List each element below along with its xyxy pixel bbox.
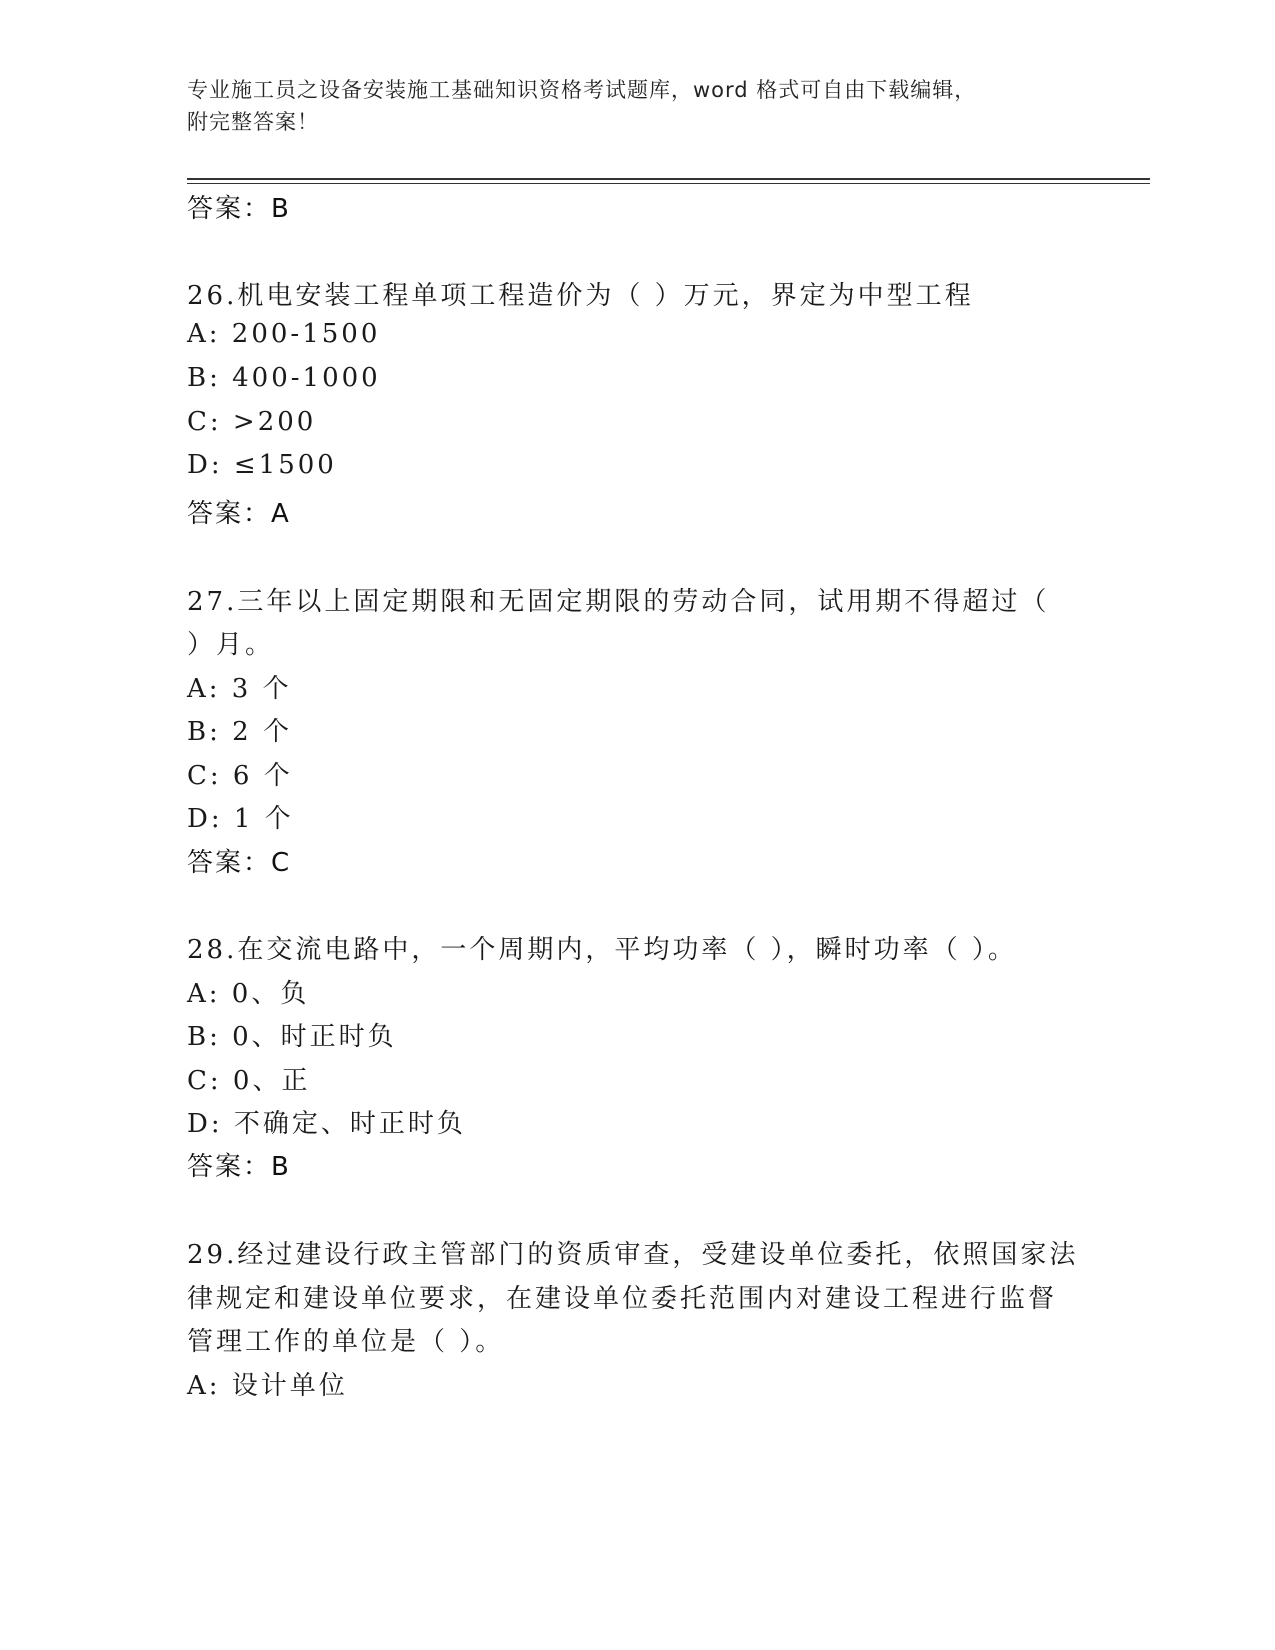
header-line-1: 专业施工员之设备安装施工基础知识资格考试题库，word 格式可自由下载编辑， — [187, 78, 977, 102]
question-text-continued: 律规定和建设单位要求，在建设单位委托范围内对建设工程进行监督 — [187, 1284, 1058, 1314]
option-d: D: 不确定、时正时负 — [187, 1109, 466, 1139]
page-header — [187, 74, 1067, 138]
answer-line: 答案：B — [187, 194, 291, 224]
question-text: 29.经过建设行政主管部门的资质审查，受建设单位委托，依照国家法 — [187, 1240, 1079, 1270]
option-a: A: 200-1500 — [187, 319, 381, 349]
option-b: B: 0、时正时负 — [187, 1022, 397, 1052]
option-a: A: 设计单位 — [187, 1371, 348, 1401]
option-d: D: 1 个 — [187, 804, 294, 834]
question-text: 26.机电安装工程单项工程造价为（ ）万元，界定为中型工程 — [187, 281, 974, 311]
question-text: 27.三年以上固定期限和无固定期限的劳动合同，试用期不得超过（ — [187, 587, 1050, 617]
option-b: B: 400-1000 — [187, 363, 381, 393]
answer-line: 答案：B — [187, 1152, 291, 1182]
option-b: B: 2 个 — [187, 717, 292, 747]
question-text: 28.在交流电路中，一个周期内，平均功率（ ），瞬时功率（ ）。 — [187, 935, 1017, 965]
option-a: A: 0、负 — [187, 979, 310, 1009]
question-text-continued: 管理工作的单位是（ ）。 — [187, 1327, 505, 1357]
option-a: A: 3 个 — [187, 674, 292, 704]
answer-line: 答案：C — [187, 848, 292, 878]
header-line-2: 附完整答案！ — [187, 110, 319, 134]
option-c: C: 6 个 — [187, 761, 293, 791]
option-c: C: >200 — [187, 407, 317, 437]
option-d: D: ≤1500 — [187, 450, 337, 480]
answer-line: 答案：A — [187, 499, 291, 529]
header-divider — [187, 178, 1150, 180]
question-text-continued: ）月。 — [187, 630, 275, 660]
option-c: C: 0、正 — [187, 1066, 311, 1096]
header-divider-thin — [187, 183, 1150, 184]
